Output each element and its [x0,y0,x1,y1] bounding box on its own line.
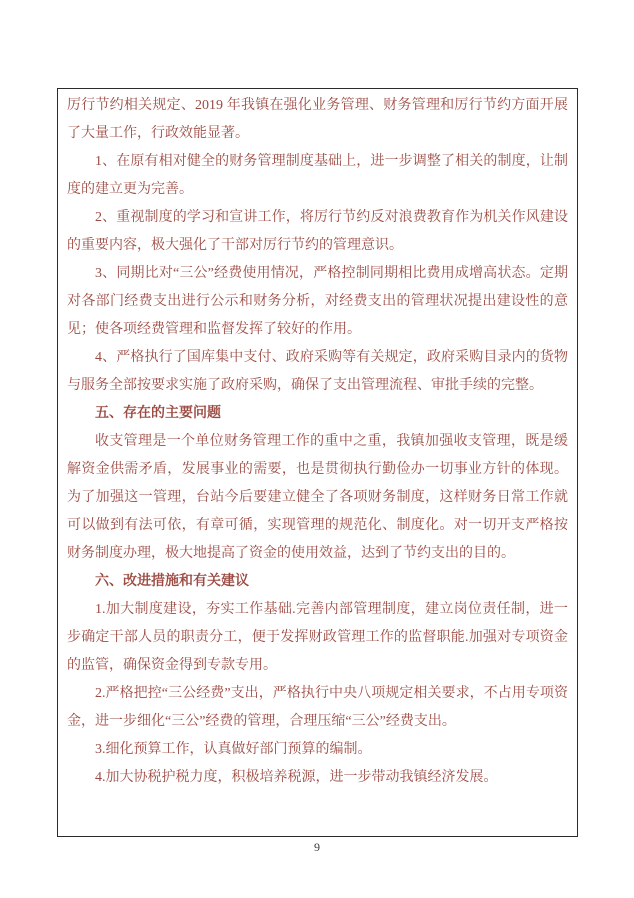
section-heading-suggestions: 六、改进措施和有关建议 [95,574,249,589]
section-heading-problems: 五、存在的主要问题 [95,406,221,421]
paragraph-item-3: 3、同期比对“三公”经费使用情况，严格控制同期相比费用成增高状态。定期对各部门经费支出进行公示和财务分析，对经费支出的管理状况提出建设性的意见；使各项经费管理和监督发挥了较好的作用。 [67,266,568,337]
paragraph-item-1: 1、在原有相对健全的财务管理制度基础上，进一步调整了相关的制度，让制度的建立更为完善。 [67,154,568,197]
paragraph-item-4: 4、严格执行了国库集中支付、政府采购等有关规定，政府采购目录内的货物与服务全部按要求实施了政府采购，确保了支出管理流程、审批手续的完整。 [67,350,568,393]
paragraph-item-2: 2、重视制度的学习和宣讲工作，将厉行节约反对浪费教育作为机关作风建设的重要内容，极大强化了干部对厉行节约的管理意识。 [67,210,568,253]
paragraph-problems-body: 收支管理是一个单位财务管理工作的重中之重，我镇加强收支管理，既是缓解资金供需矛盾，发展事业的需要，也是贯彻执行勤俭办一切事业方针的体现。为了加强这一管理，台站今后要建立健全了各项财务制度，这样财务日常工作就可以做到有法可依，有章可循，实现管理的规范化、制度化。对一切开支严格按财务制度办理，极大地提高了资金的使用效益，达到了节约支出的目的。 [67,434,568,561]
paragraph-suggestion-2: 2.严格把控“三公经费”支出，严格执行中央八项规定相关要求，不占用专项资金，进一步细化“三公”经费的管理，合理压缩“三公”经费支出。 [67,686,568,729]
paragraph-continuation: 厉行节约相关规定、2019 年我镇在强化业务管理、财务管理和厉行节约方面开展了大量工作，行政效能显著。 [67,98,568,141]
paragraph-suggestion-4: 4.加大协税护税力度，积极培养税源，进一步带动我镇经济发展。 [95,770,498,785]
paragraph-suggestion-1: 1.加大制度建设，夯实工作基础.完善内部管理制度，建立岗位责任制，进一步确定干部人员的职责分工，便于发挥财政管理工作的监督职能.加强对专项资金的监管，确保资金得到专款专用。 [67,602,568,673]
paragraph-suggestion-3: 3.细化预算工作，认真做好部门预算的编制。 [95,742,372,757]
page-number: 9 [314,840,320,854]
content-frame [57,88,578,837]
